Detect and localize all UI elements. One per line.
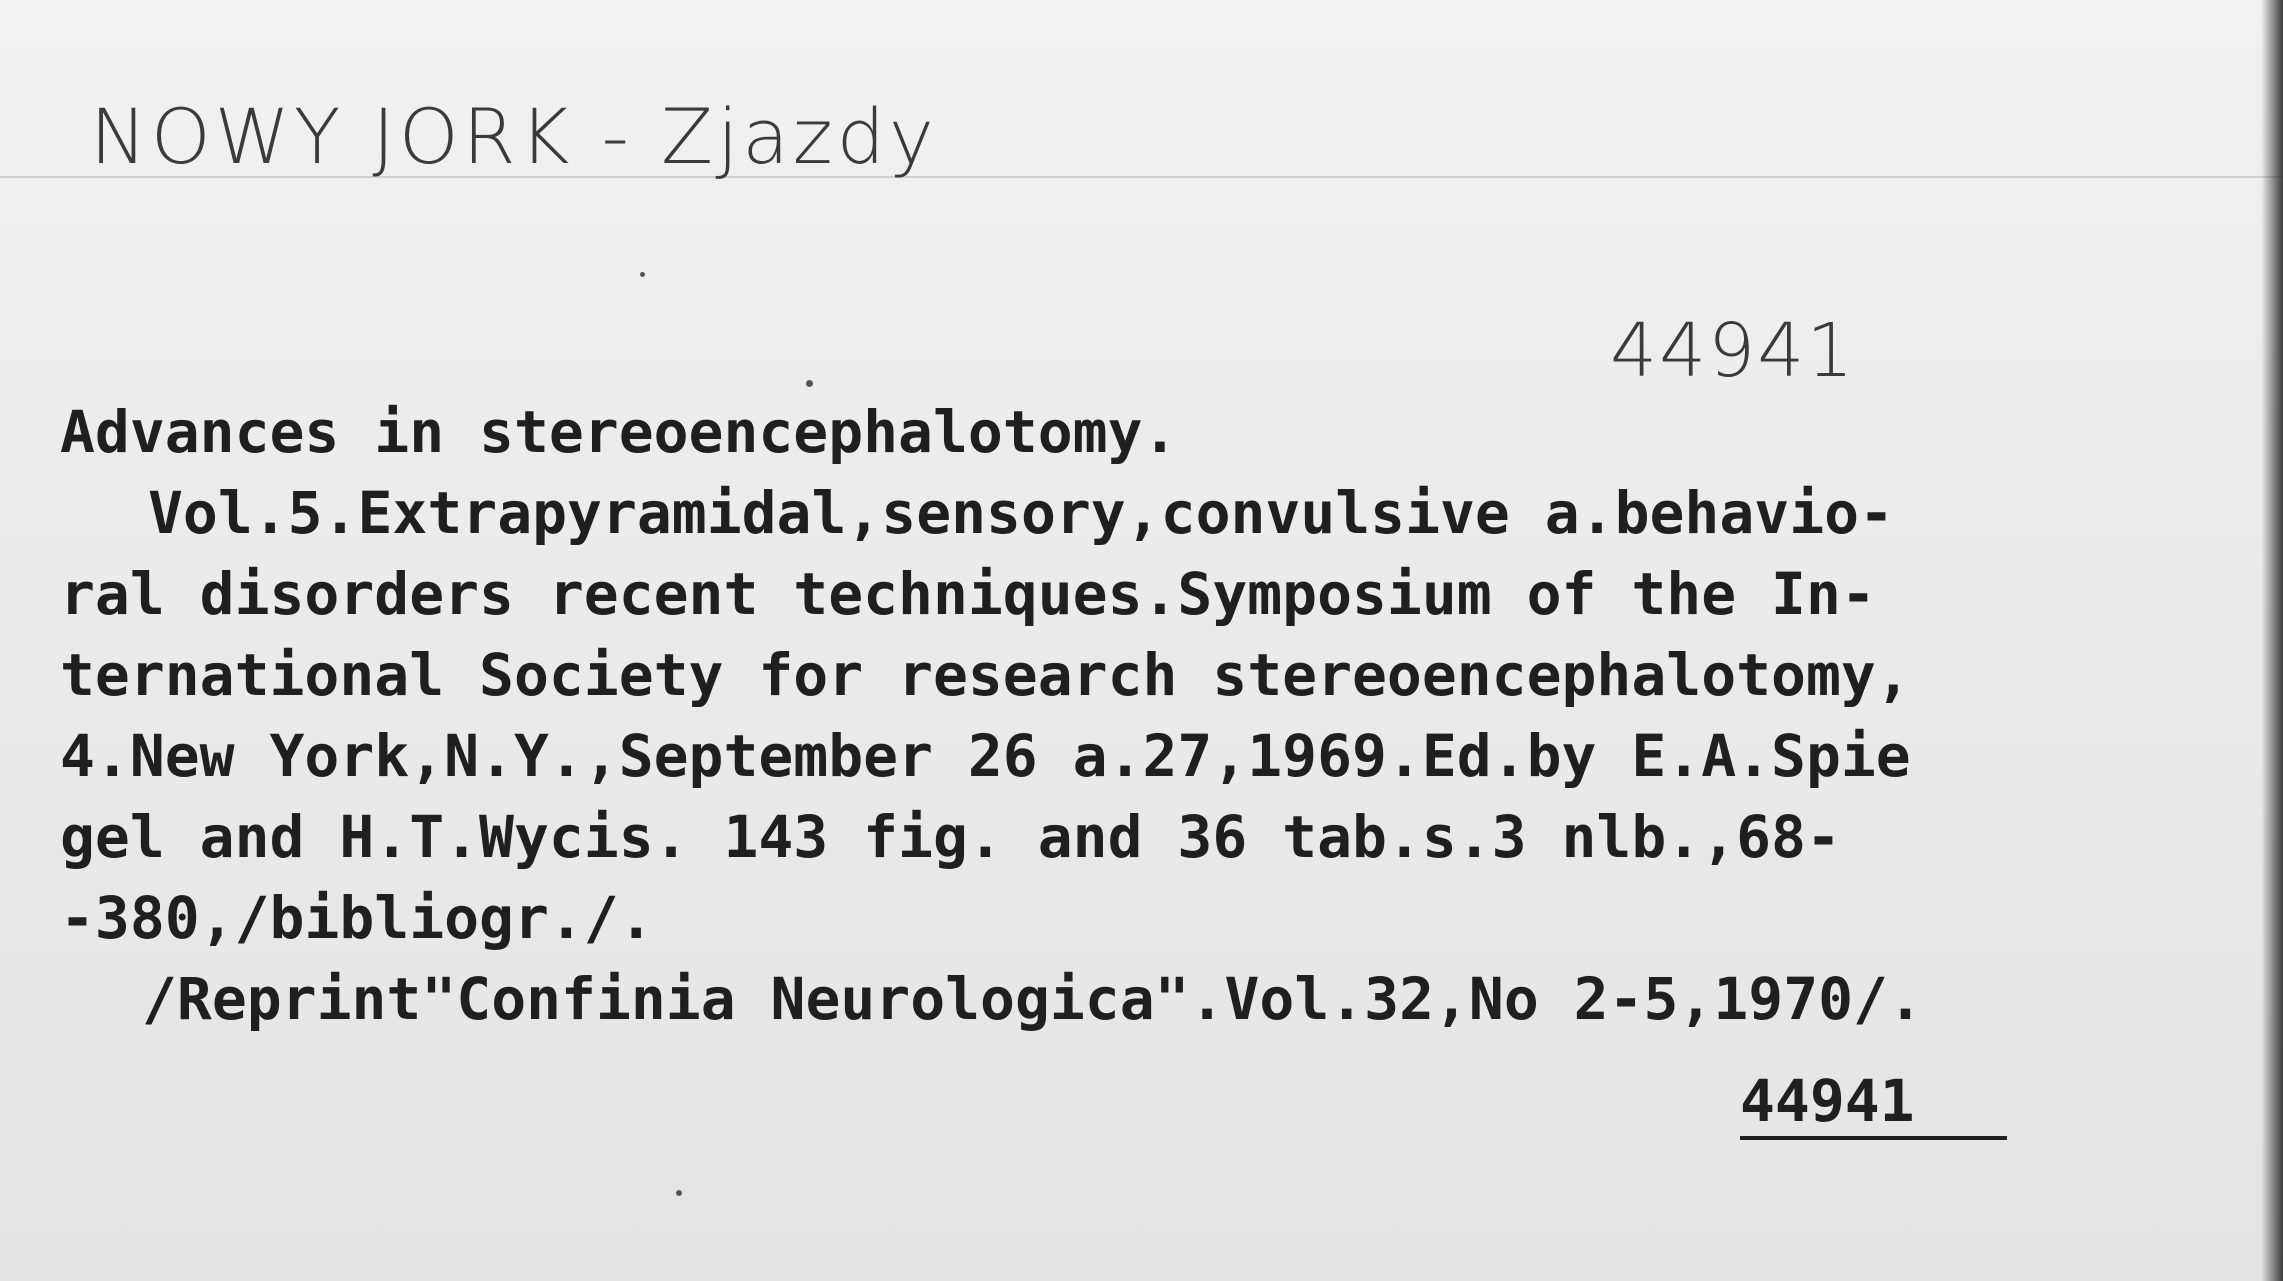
entry-line: Vol.5.Extrapyramidal,sensory,convulsive a.behavio- bbox=[148, 479, 1894, 547]
bibliographic-entry bbox=[60, 392, 2260, 1040]
catalog-number: 44941 bbox=[1610, 308, 1856, 394]
entry-line: -380,/bibliogr./. bbox=[60, 884, 654, 952]
paper-speck bbox=[676, 1190, 682, 1196]
footer-catalog-number: 44941 bbox=[1740, 1066, 2007, 1140]
entry-line: 4.New York,N.Y.,September 26 a.27,1969.Ed.by E.A.Spie bbox=[60, 722, 1911, 790]
paper-speck bbox=[806, 380, 813, 387]
entry-line: ternational Society for research stereoencephalotomy, bbox=[60, 641, 1911, 709]
entry-line-reprint: /Reprint"Confinia Neurologica".Vol.32,No 2-5,1970/. bbox=[142, 965, 1923, 1033]
entry-line: gel and H.T.Wycis. 143 fig. and 36 tab.s.3 nlb.,68- bbox=[60, 803, 1841, 871]
card-heading: NOWY JORK - Zjazdy bbox=[90, 92, 938, 181]
paper-speck bbox=[640, 272, 645, 277]
entry-line: ral disorders recent techniques.Symposium of the In- bbox=[60, 560, 1876, 628]
entry-line-title: Advances in stereoencephalotomy. bbox=[60, 398, 1178, 466]
